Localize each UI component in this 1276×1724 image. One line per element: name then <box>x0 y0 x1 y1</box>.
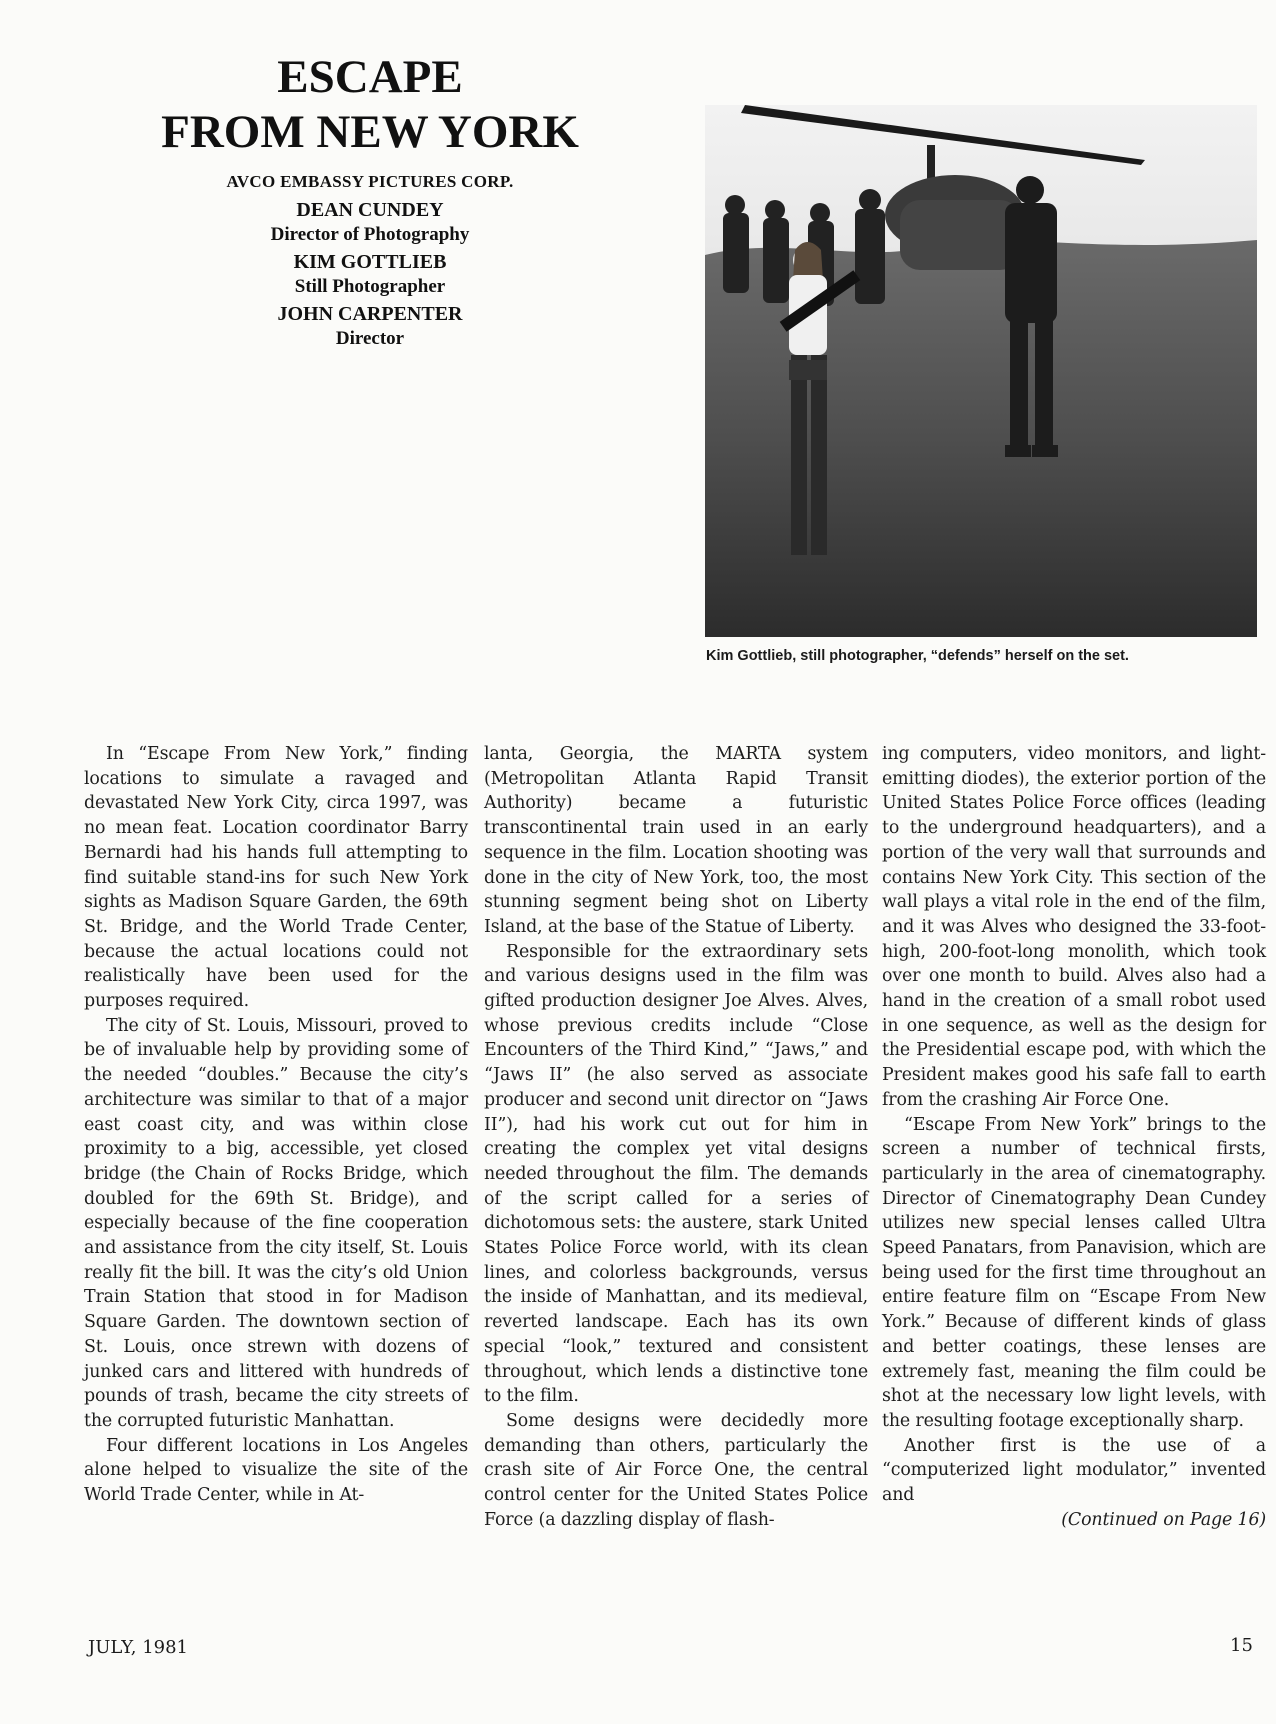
paragraph: Responsible for the extraordinary sets and various designs used in the film was gifted production designer Joe Alves. Alves, whose previous credits include “Close Encounters of the Third Kind,” “Jaws,” and “Jaws II” (he also served as associate producer and second unit director on “Jaws II”), had his work cut out for him in creating the complex yet vital designs needed throughout the film. The demands of the script called for a series of dichotomous sets: the austere, stark United States Police Force world, with its clean lines, and colorless backgrounds, versus the inside of Manhattan, and its medieval, reverted landscape. Each has its own special “look,” textured and consistent throughout, which lends a distinctive tone to the film. <box>484 941 868 1407</box>
credit-role: Director <box>335 328 405 349</box>
paragraph: Four different locations in Los Angeles alone helped to visualize the site of the World Trade Center, while in At- <box>84 1435 468 1506</box>
company-name: AVCO EMBASSY PICTURES CORP. <box>226 172 514 191</box>
photo-illustration <box>705 105 1257 637</box>
paragraph: “Escape From New York” brings to the screen a number of technical firsts, particularly in the area of cinematography. Director of Cinematography Dean Cundey utilizes new special lenses called Ultra Speed Panatars, from Panavision, which are being used for the first time throughout an entire feature film on “Escape From New York.” Because of different kinds of glass and better coatings, these lenses are extremely fast, meaning the film could be shot at the necessary low light levels, with the resulting footage exceptionally sharp. <box>882 1114 1266 1431</box>
paragraph: ing computers, video monitors, and light-emitting diodes), the exterior portion of the United States Police Force offices (leading to the underground headquarters), and a portion of the very wall that surrounds and contains New York City. This section of the wall plays a vital role in the end of the film, and it was Alves who designed the 33-foot-high, 200-foot-long monolith, which took over one month to build. Alves also had a hand in the creation of a small robot used in one sequence, as well as the design for the Presidential escape pod, with which the President makes good his safe fall to earth from the crashing Air Force One. <box>882 744 1266 1110</box>
credit-role: Still Photographer <box>294 276 446 297</box>
article-column-1 <box>84 742 468 1508</box>
credit-name: KIM GOTTLIEB <box>293 251 447 273</box>
title-line-1: ESCAPE <box>277 51 463 103</box>
paragraph: The city of St. Louis, Missouri, proved to be of invaluable help by providing some of the needed “doubles.” Because the city’s architecture was similar to that of a major east coast city, and was within close proximity to a big, accessible, yet closed bridge (the Chain of Rocks Bridge, which doubled for the 69th St. Bridge), and especially because of the fine cooperation and assistance from the city itself, St. Louis really fit the bill. It was the city’s old Union Train Station that stood in for Madison Square Garden. The downtown section of St. Louis, once strewn with dozens of junked cars and littered with hundreds of pounds of trash, became the city streets of the corrupted futuristic Manhattan. <box>84 1015 468 1431</box>
article-title <box>80 50 660 160</box>
page-number: 15 <box>1230 1635 1253 1656</box>
continued-note: (Continued on Page 16) <box>1061 1509 1266 1530</box>
article-column-3 <box>882 742 1266 1533</box>
credit-name: DEAN CUNDEY <box>296 199 444 221</box>
set-photo <box>705 105 1257 637</box>
credits-block <box>80 170 660 350</box>
title-line-2: FROM NEW YORK <box>161 106 579 158</box>
photo-caption: Kim Gottlieb, still photographer, “defends” herself on the set. <box>706 648 1129 664</box>
paragraph: Another first is the use of a “computerized light modulator,” invented and <box>882 1435 1266 1506</box>
article-column-2 <box>484 742 868 1533</box>
credit-role: Director of Photography <box>270 224 470 245</box>
paragraph: Some designs were decidedly more demanding than others, particularly the crash site of Air Force One, the central control center for the United States Police Force (a dazzling display of flash- <box>484 1410 868 1530</box>
issue-date: JULY, 1981 <box>88 1637 189 1658</box>
paragraph: lanta, Georgia, the MARTA system (Metropolitan Atlanta Rapid Transit Authority) became a futuristic transcontinental train used in an early sequence in the film. Location shooting was done in the city of New York, too, the most stunning segment being shot on Liberty Island, at the base of the Statue of Liberty. <box>484 744 868 937</box>
credit-name: JOHN CARPENTER <box>277 303 463 325</box>
article-header <box>80 50 660 350</box>
paragraph: In “Escape From New York,” finding locations to simulate a ravaged and devastated New York City, circa 1997, was no mean feat. Location coordinator Barry Bernardi had his hands full attempting to find suitable stand-ins for such New York sights as Madison Square Garden, the 69th St. Bridge, and the World Trade Center, because the actual locations could not realistically have been used for the purposes required. <box>84 744 468 1012</box>
